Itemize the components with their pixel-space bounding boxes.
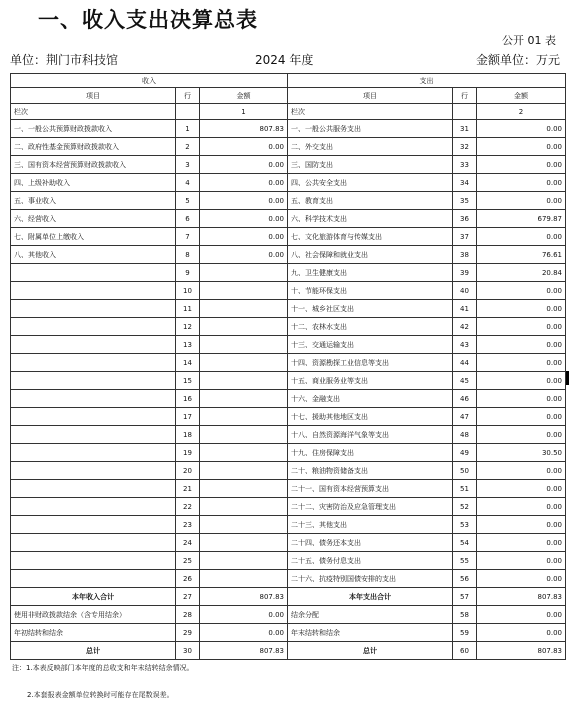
- expense-item-cell: 四、公共安全支出: [288, 174, 453, 192]
- expense-amount-cell: 30.50: [477, 444, 566, 462]
- income-amount-cell: 0.00: [200, 228, 288, 246]
- income-row-number: 8: [176, 246, 200, 264]
- income-row-number: 2: [176, 138, 200, 156]
- income-row-number: 12: [176, 318, 200, 336]
- table-row: [11, 138, 566, 156]
- table-row: [11, 480, 566, 498]
- expense-amount-cell: 0.00: [477, 228, 566, 246]
- table-row: [11, 174, 566, 192]
- page-title: 一、收入支出决算总表: [38, 8, 258, 32]
- expense-amount-cell: 0.00: [477, 120, 566, 138]
- income-amount-cell: 0.00: [200, 174, 288, 192]
- income-amount-cell: [200, 300, 288, 318]
- income-row-number: 30: [176, 642, 200, 660]
- table-row: [11, 390, 566, 408]
- income-amount-cell: [200, 354, 288, 372]
- income-amount-cell: 0.00: [200, 624, 288, 642]
- table-row: [11, 498, 566, 516]
- expense-row-number: 54: [453, 534, 477, 552]
- expense-amount-cell: 0.00: [477, 498, 566, 516]
- income-item-cell: 一、一般公共预算财政拨款收入: [11, 120, 176, 138]
- expense-item-cell: 二十、粮油物资储备支出: [288, 462, 453, 480]
- expense-item-cell: 十二、农林水支出: [288, 318, 453, 336]
- expense-item-cell: 十、节能环保支出: [288, 282, 453, 300]
- expense-item-cell: 总计: [288, 642, 453, 660]
- expense-row-number: 47: [453, 408, 477, 426]
- expense-row-number: 42: [453, 318, 477, 336]
- expense-item-cell: 六、科学技术支出: [288, 210, 453, 228]
- expense-header: 支出: [288, 74, 566, 88]
- income-amount-cell: [200, 552, 288, 570]
- expense-item-cell: 九、卫生健康支出: [288, 264, 453, 282]
- expense-row-number: 40: [453, 282, 477, 300]
- expense-row-number: 34: [453, 174, 477, 192]
- income-item-cell: 七、附属单位上缴收入: [11, 228, 176, 246]
- expense-row-number: 43: [453, 336, 477, 354]
- unit-label: 单位：荆门市科技馆: [10, 53, 119, 67]
- table-row: [11, 246, 566, 264]
- income-amount-header: 金额: [200, 88, 288, 104]
- income-row-number: 6: [176, 210, 200, 228]
- expense-amount-cell: 0.00: [477, 354, 566, 372]
- expense-row-number: 39: [453, 264, 477, 282]
- income-item-cell: 总计: [11, 642, 176, 660]
- expense-row-number: 59: [453, 624, 477, 642]
- income-item-header: 项目: [11, 88, 176, 104]
- expense-amount-cell: 0.00: [477, 138, 566, 156]
- income-row-number: 13: [176, 336, 200, 354]
- table-column-index: [11, 104, 566, 120]
- income-amount-cell: [200, 570, 288, 588]
- expense-amount-cell: 807.83: [477, 588, 566, 606]
- income-amount-cell: [200, 264, 288, 282]
- income-row-number: 25: [176, 552, 200, 570]
- income-amount-cell: 807.83: [200, 120, 288, 138]
- expense-row-number: 46: [453, 390, 477, 408]
- income-item-cell: [11, 354, 176, 372]
- income-row-number: 1: [176, 120, 200, 138]
- income-amount-cell: [200, 390, 288, 408]
- income-row-number: 9: [176, 264, 200, 282]
- expense-amount-cell: 0.00: [477, 300, 566, 318]
- expense-amount-cell: 0.00: [477, 282, 566, 300]
- income-item-cell: 五、事业收入: [11, 192, 176, 210]
- income-amount-cell: [200, 480, 288, 498]
- expense-row-number: 53: [453, 516, 477, 534]
- expense-row-number: 33: [453, 156, 477, 174]
- income-item-cell: [11, 390, 176, 408]
- expense-column-label: 栏次: [288, 104, 453, 120]
- expense-item-cell: 十一、城乡社区支出: [288, 300, 453, 318]
- expense-item-cell: 八、社会保障和就业支出: [288, 246, 453, 264]
- table-row: [11, 624, 566, 642]
- table-row: [11, 228, 566, 246]
- expense-amount-cell: 0.00: [477, 318, 566, 336]
- table-row: [11, 570, 566, 588]
- income-amount-cell: 0.00: [200, 156, 288, 174]
- form-number: 公开 01 表: [502, 34, 556, 47]
- expense-amount-cell: 807.83: [477, 642, 566, 660]
- income-item-cell: [11, 462, 176, 480]
- expense-amount-cell: 20.84: [477, 264, 566, 282]
- expense-item-cell: 十八、自然资源海洋气象等支出: [288, 426, 453, 444]
- expense-amount-cell: 0.00: [477, 336, 566, 354]
- income-row-number: 27: [176, 588, 200, 606]
- table-row: [11, 642, 566, 660]
- expense-amount-cell: 0.00: [477, 192, 566, 210]
- income-item-cell: 本年收入合计: [11, 588, 176, 606]
- expense-row-number: 52: [453, 498, 477, 516]
- income-row-number: 23: [176, 516, 200, 534]
- expense-amount-header: 金额: [477, 88, 566, 104]
- expense-row-number: 44: [453, 354, 477, 372]
- income-row-number: 5: [176, 192, 200, 210]
- income-row-number: 7: [176, 228, 200, 246]
- meta-row: [10, 51, 560, 67]
- table-row: [11, 300, 566, 318]
- income-item-cell: [11, 264, 176, 282]
- expense-amount-cell: 0.00: [477, 390, 566, 408]
- income-row-number: 18: [176, 426, 200, 444]
- expense-amount-cell: 679.87: [477, 210, 566, 228]
- expense-item-cell: 十四、资源勘探工业信息等支出: [288, 354, 453, 372]
- income-row-number: 4: [176, 174, 200, 192]
- income-amount-cell: [200, 372, 288, 390]
- income-amount-cell: [200, 444, 288, 462]
- expense-amount-cell: 0.00: [477, 552, 566, 570]
- income-item-cell: [11, 552, 176, 570]
- table-row: [11, 372, 566, 390]
- expense-amount-cell: 0.00: [477, 624, 566, 642]
- table-row: [11, 444, 566, 462]
- expense-item-cell: 三、国防支出: [288, 156, 453, 174]
- expense-row-number: 50: [453, 462, 477, 480]
- expense-item-cell: 十九、住房保障支出: [288, 444, 453, 462]
- income-item-cell: [11, 336, 176, 354]
- expense-item-cell: 二十五、债务付息支出: [288, 552, 453, 570]
- income-row-number: 28: [176, 606, 200, 624]
- table-row: [11, 120, 566, 138]
- expense-row-number: 38: [453, 246, 477, 264]
- expense-row-header: 行: [453, 88, 477, 104]
- income-row-number: 29: [176, 624, 200, 642]
- expense-amount-cell: 0.00: [477, 516, 566, 534]
- income-amount-cell: 807.83: [200, 642, 288, 660]
- expense-item-cell: 二十六、抗疫特别国债安排的支出: [288, 570, 453, 588]
- income-row-number: 19: [176, 444, 200, 462]
- income-item-cell: [11, 372, 176, 390]
- table-group-header: [11, 74, 566, 88]
- table-row: [11, 156, 566, 174]
- budget-table: [10, 73, 566, 660]
- expense-row-number: 55: [453, 552, 477, 570]
- income-item-cell: [11, 426, 176, 444]
- expense-row-number: 31: [453, 120, 477, 138]
- expense-amount-cell: 0.00: [477, 372, 566, 390]
- footnote-2: 2.本套报表金额单位转换时可能存在尾数误差。: [27, 691, 174, 699]
- income-item-cell: [11, 498, 176, 516]
- table-row: [11, 552, 566, 570]
- expense-item-cell: 五、教育支出: [288, 192, 453, 210]
- income-amount-cell: [200, 534, 288, 552]
- expense-item-cell: 七、文化旅游体育与传媒支出: [288, 228, 453, 246]
- edge-marker: [566, 371, 569, 385]
- expense-row-number: 56: [453, 570, 477, 588]
- income-item-cell: [11, 534, 176, 552]
- expense-item-cell: 十六、金融支出: [288, 390, 453, 408]
- expense-row-number: 51: [453, 480, 477, 498]
- income-amount-cell: 0.00: [200, 138, 288, 156]
- table-row: [11, 264, 566, 282]
- expense-item-header: 项目: [288, 88, 453, 104]
- expense-row-number: 49: [453, 444, 477, 462]
- expense-row-number: 32: [453, 138, 477, 156]
- expense-item-cell: 二十三、其他支出: [288, 516, 453, 534]
- income-amount-cell: 0.00: [200, 246, 288, 264]
- expense-row-number: 37: [453, 228, 477, 246]
- income-item-cell: 年初结转和结余: [11, 624, 176, 642]
- table-row: [11, 534, 566, 552]
- expense-row-number: 45: [453, 372, 477, 390]
- income-amount-cell: [200, 516, 288, 534]
- income-amount-cell: 0.00: [200, 210, 288, 228]
- income-amount-cell: [200, 462, 288, 480]
- income-row-number: 10: [176, 282, 200, 300]
- income-item-cell: 六、经营收入: [11, 210, 176, 228]
- table-row: [11, 282, 566, 300]
- expense-amount-cell: 0.00: [477, 570, 566, 588]
- income-item-cell: 八、其他收入: [11, 246, 176, 264]
- table-row: [11, 192, 566, 210]
- income-amount-cell: [200, 282, 288, 300]
- income-row-header: 行: [176, 88, 200, 104]
- income-row-number: 16: [176, 390, 200, 408]
- income-amount-cell: 0.00: [200, 192, 288, 210]
- income-column-label: 栏次: [11, 104, 176, 120]
- expense-item-cell: 二十二、灾害防治及应急管理支出: [288, 498, 453, 516]
- table-row: [11, 336, 566, 354]
- income-row-number: 11: [176, 300, 200, 318]
- expense-amount-cell: 0.00: [477, 606, 566, 624]
- income-amount-cell: [200, 318, 288, 336]
- table-row: [11, 426, 566, 444]
- income-row-number: 21: [176, 480, 200, 498]
- expense-item-cell: 十三、交通运输支出: [288, 336, 453, 354]
- income-row-number: 24: [176, 534, 200, 552]
- expense-item-cell: 结余分配: [288, 606, 453, 624]
- income-item-cell: [11, 480, 176, 498]
- table-row: [11, 588, 566, 606]
- table-row: [11, 354, 566, 372]
- expense-row-number: 57: [453, 588, 477, 606]
- expense-row-number: 48: [453, 426, 477, 444]
- money-unit-label: 金额单位：万元: [475, 53, 560, 67]
- income-amount-cell: [200, 408, 288, 426]
- income-amount-cell: [200, 426, 288, 444]
- income-row-number: 17: [176, 408, 200, 426]
- income-item-cell: [11, 318, 176, 336]
- income-column-number: 1: [200, 104, 288, 120]
- footnotes: [12, 662, 194, 716]
- expense-item-cell: 本年支出合计: [288, 588, 453, 606]
- expense-row-number: 41: [453, 300, 477, 318]
- income-row-number: 3: [176, 156, 200, 174]
- income-item-cell: [11, 516, 176, 534]
- expense-row-number: 58: [453, 606, 477, 624]
- expense-item-cell: 二、外交支出: [288, 138, 453, 156]
- expense-item-cell: 二十一、国有资本经营预算支出: [288, 480, 453, 498]
- table-row: [11, 408, 566, 426]
- expense-row-number: 35: [453, 192, 477, 210]
- expense-item-cell: 二十四、债务还本支出: [288, 534, 453, 552]
- expense-amount-cell: 76.61: [477, 246, 566, 264]
- table-row: [11, 516, 566, 534]
- table-row: [11, 210, 566, 228]
- income-amount-cell: [200, 336, 288, 354]
- income-row-number: 15: [176, 372, 200, 390]
- expense-column-number: 2: [477, 104, 566, 120]
- income-item-cell: [11, 300, 176, 318]
- expense-item-cell: 一、一般公共服务支出: [288, 120, 453, 138]
- income-item-cell: [11, 444, 176, 462]
- table-row: [11, 462, 566, 480]
- expense-amount-cell: 0.00: [477, 462, 566, 480]
- income-amount-cell: 807.83: [200, 588, 288, 606]
- income-header: 收入: [11, 74, 288, 88]
- income-item-cell: [11, 282, 176, 300]
- income-item-cell: 三、国有资本经营预算财政拨款收入: [11, 156, 176, 174]
- expense-item-cell: 十五、商业服务业等支出: [288, 372, 453, 390]
- expense-row-number: 36: [453, 210, 477, 228]
- income-row-number: 14: [176, 354, 200, 372]
- income-amount-cell: [200, 498, 288, 516]
- table-row: [11, 318, 566, 336]
- expense-row-number: 60: [453, 642, 477, 660]
- income-item-cell: [11, 408, 176, 426]
- income-row-number: 20: [176, 462, 200, 480]
- table-column-header: [11, 88, 566, 104]
- income-row-number: 26: [176, 570, 200, 588]
- income-item-cell: [11, 570, 176, 588]
- expense-amount-cell: 0.00: [477, 156, 566, 174]
- expense-amount-cell: 0.00: [477, 480, 566, 498]
- income-amount-cell: 0.00: [200, 606, 288, 624]
- expense-amount-cell: 0.00: [477, 534, 566, 552]
- year-label: 2024 年度: [255, 53, 314, 67]
- footnote-1: 注：1.本表反映部门本年度的总收支和年末结转结余情况。: [12, 664, 194, 672]
- income-item-cell: 四、上级补助收入: [11, 174, 176, 192]
- income-item-cell: 二、政府性基金预算财政拨款收入: [11, 138, 176, 156]
- expense-item-cell: 十七、援助其他地区支出: [288, 408, 453, 426]
- table-row: [11, 606, 566, 624]
- expense-amount-cell: 0.00: [477, 408, 566, 426]
- income-item-cell: 使用非财政拨款结余（含专用结余）: [11, 606, 176, 624]
- income-row-number: 22: [176, 498, 200, 516]
- expense-amount-cell: 0.00: [477, 426, 566, 444]
- expense-amount-cell: 0.00: [477, 174, 566, 192]
- expense-item-cell: 年末结转和结余: [288, 624, 453, 642]
